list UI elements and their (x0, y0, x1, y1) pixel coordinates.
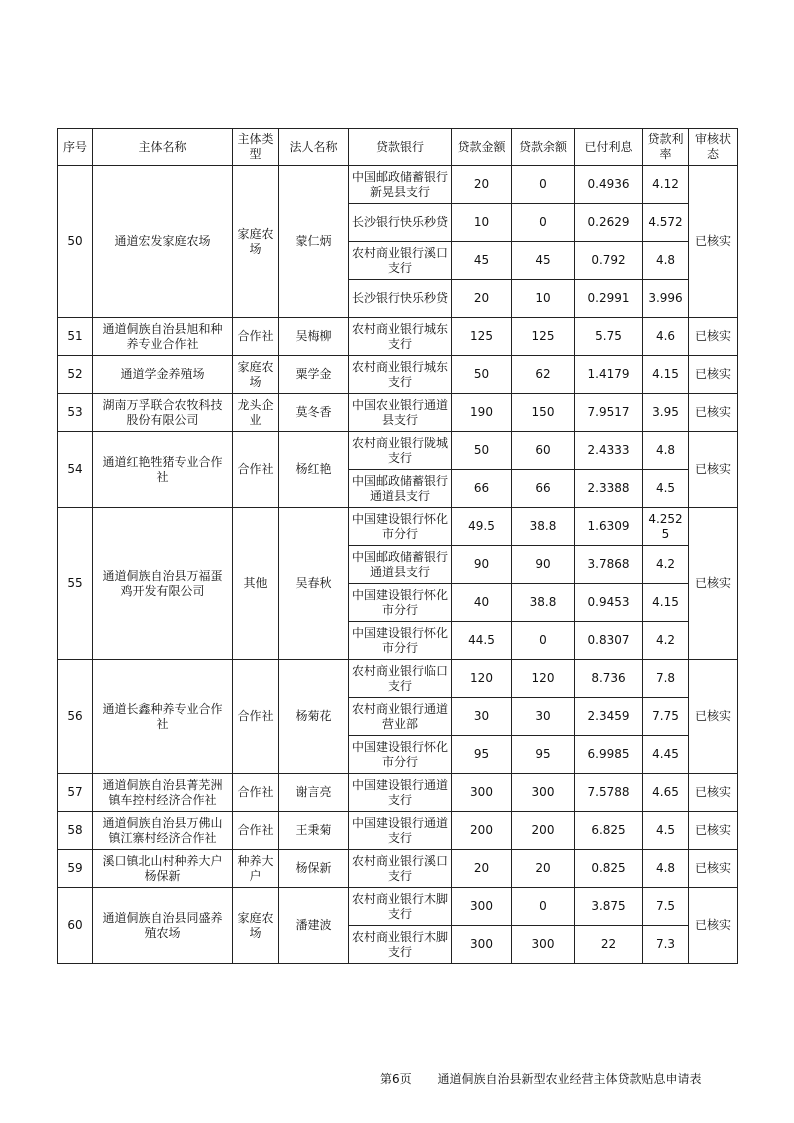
loan-amount: 300 (452, 926, 512, 964)
paid-interest: 7.5788 (575, 774, 643, 812)
loan-rate: 4.5 (643, 470, 689, 508)
row-number: 50 (58, 166, 93, 318)
loan-amount: 20 (452, 280, 512, 318)
loan-rate: 7.8 (643, 660, 689, 698)
paid-interest: 6.9985 (575, 736, 643, 774)
loan-amount: 50 (452, 356, 512, 394)
loan-rate: 4.8 (643, 432, 689, 470)
paid-interest: 3.875 (575, 888, 643, 926)
table-row (58, 850, 738, 888)
loan-amount: 10 (452, 204, 512, 242)
loan-balance: 125 (512, 318, 575, 356)
entity-name: 通道长鑫种养专业合作社 (93, 660, 233, 774)
loan-rate: 3.95 (643, 394, 689, 432)
header-balance: 贷款余额 (512, 129, 575, 166)
row-number: 59 (58, 850, 93, 888)
loan-balance: 0 (512, 166, 575, 204)
loan-balance: 300 (512, 926, 575, 964)
loan-rate: 7.3 (643, 926, 689, 964)
loan-bank: 长沙银行快乐秒贷 (349, 204, 452, 242)
row-number: 52 (58, 356, 93, 394)
paid-interest: 2.3459 (575, 698, 643, 736)
loan-amount: 30 (452, 698, 512, 736)
table-row (58, 394, 738, 432)
entity-name: 通道宏发家庭农场 (93, 166, 233, 318)
entity-type: 合作社 (233, 812, 279, 850)
legal-person: 谢言亮 (279, 774, 349, 812)
table-row (58, 318, 738, 356)
entity-type: 龙头企业 (233, 394, 279, 432)
paid-interest: 0.825 (575, 850, 643, 888)
table-row (58, 508, 738, 546)
legal-person: 莫冬香 (279, 394, 349, 432)
entity-type: 家庭农场 (233, 166, 279, 318)
entity-name: 溪口镇北山村种养大户杨保新 (93, 850, 233, 888)
loan-bank: 长沙银行快乐秒贷 (349, 280, 452, 318)
legal-person: 蒙仁炳 (279, 166, 349, 318)
loan-subsidy-table (57, 128, 738, 964)
loan-bank: 农村商业银行陇城支行 (349, 432, 452, 470)
row-number: 51 (58, 318, 93, 356)
loan-amount: 44.5 (452, 622, 512, 660)
legal-person: 杨保新 (279, 850, 349, 888)
loan-balance: 38.8 (512, 584, 575, 622)
loan-balance: 45 (512, 242, 575, 280)
review-status: 已核实 (689, 850, 738, 888)
loan-amount: 50 (452, 432, 512, 470)
loan-bank: 中国邮政储蓄银行通道县支行 (349, 470, 452, 508)
loan-balance: 0 (512, 204, 575, 242)
paid-interest: 7.9517 (575, 394, 643, 432)
loan-balance: 0 (512, 888, 575, 926)
loan-bank: 农村商业银行城东支行 (349, 318, 452, 356)
paid-interest: 0.792 (575, 242, 643, 280)
review-status: 已核实 (689, 774, 738, 812)
paid-interest: 0.2629 (575, 204, 643, 242)
loan-amount: 125 (452, 318, 512, 356)
row-number: 60 (58, 888, 93, 964)
loan-bank: 中国建设银行怀化市分行 (349, 622, 452, 660)
loan-rate: 4.45 (643, 736, 689, 774)
loan-bank: 农村商业银行临口支行 (349, 660, 452, 698)
review-status: 已核实 (689, 318, 738, 356)
loan-rate: 4.65 (643, 774, 689, 812)
paid-interest: 0.4936 (575, 166, 643, 204)
review-status: 已核实 (689, 356, 738, 394)
row-number: 55 (58, 508, 93, 660)
loan-balance: 0 (512, 622, 575, 660)
legal-person: 杨红艳 (279, 432, 349, 508)
loan-bank: 农村商业银行溪口支行 (349, 242, 452, 280)
paid-interest: 22 (575, 926, 643, 964)
entity-type: 合作社 (233, 774, 279, 812)
legal-person: 吴春秋 (279, 508, 349, 660)
loan-amount: 20 (452, 166, 512, 204)
header-interest: 已付利息 (575, 129, 643, 166)
entity-name: 通道侗族自治县同盛养殖农场 (93, 888, 233, 964)
entity-name: 通道红艳牲猪专业合作社 (93, 432, 233, 508)
paid-interest: 2.4333 (575, 432, 643, 470)
review-status: 已核实 (689, 660, 738, 774)
entity-name: 通道侗族自治县万佛山镇江寨村经济合作社 (93, 812, 233, 850)
loan-amount: 66 (452, 470, 512, 508)
table-header-row (58, 129, 738, 166)
loan-bank: 中国邮政储蓄银行通道县支行 (349, 546, 452, 584)
loan-rate: 7.75 (643, 698, 689, 736)
loan-bank: 中国建设银行怀化市分行 (349, 736, 452, 774)
loan-amount: 300 (452, 888, 512, 926)
loan-amount: 40 (452, 584, 512, 622)
paid-interest: 8.736 (575, 660, 643, 698)
loan-bank: 中国建设银行怀化市分行 (349, 584, 452, 622)
table-row (58, 812, 738, 850)
loan-balance: 95 (512, 736, 575, 774)
loan-bank: 中国建设银行通道支行 (349, 774, 452, 812)
loan-balance: 66 (512, 470, 575, 508)
entity-type: 其他 (233, 508, 279, 660)
row-number: 57 (58, 774, 93, 812)
loan-amount: 120 (452, 660, 512, 698)
loan-balance: 38.8 (512, 508, 575, 546)
loan-rate: 4.2 (643, 546, 689, 584)
loan-rate: 4.15 (643, 584, 689, 622)
loan-rate: 4.15 (643, 356, 689, 394)
paid-interest: 0.9453 (575, 584, 643, 622)
footer-page-number: 第6页 (380, 1072, 412, 1086)
entity-name: 通道学金养殖场 (93, 356, 233, 394)
loan-bank: 农村商业银行通道营业部 (349, 698, 452, 736)
loan-bank: 农村商业银行木脚支行 (349, 888, 452, 926)
loan-rate: 4.2 (643, 622, 689, 660)
loan-balance: 62 (512, 356, 575, 394)
entity-type: 家庭农场 (233, 356, 279, 394)
entity-type: 种养大户 (233, 850, 279, 888)
entity-name: 通道侗族自治县菁芜洲镇车控村经济合作社 (93, 774, 233, 812)
loan-balance: 300 (512, 774, 575, 812)
loan-rate: 4.572 (643, 204, 689, 242)
review-status: 已核实 (689, 888, 738, 964)
entity-name: 湖南万孚联合农牧科技股份有限公司 (93, 394, 233, 432)
page-footer (380, 1070, 701, 1087)
table-row (58, 660, 738, 698)
loan-balance: 30 (512, 698, 575, 736)
table-row (58, 774, 738, 812)
entity-name: 通道侗族自治县万福蛋鸡开发有限公司 (93, 508, 233, 660)
review-status: 已核实 (689, 508, 738, 660)
review-status: 已核实 (689, 166, 738, 318)
loan-bank: 中国建设银行通道支行 (349, 812, 452, 850)
row-number: 54 (58, 432, 93, 508)
review-status: 已核实 (689, 812, 738, 850)
loan-rate: 4.5 (643, 812, 689, 850)
table-row (58, 356, 738, 394)
loan-rate: 4.2525 (643, 508, 689, 546)
paid-interest: 6.825 (575, 812, 643, 850)
entity-type: 合作社 (233, 432, 279, 508)
header-amount: 贷款金额 (452, 129, 512, 166)
loan-bank: 中国农业银行通道县支行 (349, 394, 452, 432)
table-body (58, 166, 738, 964)
loan-bank: 农村商业银行溪口支行 (349, 850, 452, 888)
loan-bank: 中国邮政储蓄银行新晃县支行 (349, 166, 452, 204)
legal-person: 潘建波 (279, 888, 349, 964)
review-status: 已核实 (689, 432, 738, 508)
entity-type: 合作社 (233, 318, 279, 356)
header-rate: 贷款利率 (643, 129, 689, 166)
row-number: 58 (58, 812, 93, 850)
paid-interest: 0.2991 (575, 280, 643, 318)
legal-person: 杨菊花 (279, 660, 349, 774)
table-row (58, 888, 738, 926)
header-entity-type: 主体类型 (233, 129, 279, 166)
loan-rate: 4.6 (643, 318, 689, 356)
header-legal-person: 法人名称 (279, 129, 349, 166)
row-number: 56 (58, 660, 93, 774)
loan-rate: 4.8 (643, 242, 689, 280)
paid-interest: 1.4179 (575, 356, 643, 394)
loan-bank: 农村商业银行城东支行 (349, 356, 452, 394)
row-number: 53 (58, 394, 93, 432)
loan-amount: 20 (452, 850, 512, 888)
loan-amount: 90 (452, 546, 512, 584)
loan-amount: 95 (452, 736, 512, 774)
paid-interest: 3.7868 (575, 546, 643, 584)
loan-bank: 中国建设银行怀化市分行 (349, 508, 452, 546)
header-bank: 贷款银行 (349, 129, 452, 166)
loan-amount: 300 (452, 774, 512, 812)
table-row (58, 166, 738, 204)
loan-balance: 20 (512, 850, 575, 888)
loan-balance: 10 (512, 280, 575, 318)
loan-balance: 90 (512, 546, 575, 584)
loan-amount: 190 (452, 394, 512, 432)
loan-amount: 45 (452, 242, 512, 280)
paid-interest: 0.8307 (575, 622, 643, 660)
legal-person: 吴梅柳 (279, 318, 349, 356)
loan-rate: 4.8 (643, 850, 689, 888)
loan-balance: 60 (512, 432, 575, 470)
table-row (58, 432, 738, 470)
legal-person: 王秉菊 (279, 812, 349, 850)
loan-balance: 120 (512, 660, 575, 698)
paid-interest: 1.6309 (575, 508, 643, 546)
loan-bank: 农村商业银行木脚支行 (349, 926, 452, 964)
loan-rate: 7.5 (643, 888, 689, 926)
legal-person: 粟学金 (279, 356, 349, 394)
paid-interest: 2.3388 (575, 470, 643, 508)
paid-interest: 5.75 (575, 318, 643, 356)
loan-rate: 3.996 (643, 280, 689, 318)
footer-form-title: 通道侗族自治县新型农业经营主体贷款贴息申请表 (437, 1072, 702, 1086)
header-entity-name: 主体名称 (93, 129, 233, 166)
entity-name: 通道侗族自治县旭和种养专业合作社 (93, 318, 233, 356)
entity-type: 合作社 (233, 660, 279, 774)
entity-type: 家庭农场 (233, 888, 279, 964)
loan-balance: 200 (512, 812, 575, 850)
header-no: 序号 (58, 129, 93, 166)
loan-rate: 4.12 (643, 166, 689, 204)
loan-amount: 200 (452, 812, 512, 850)
review-status: 已核实 (689, 394, 738, 432)
header-status: 审核状态 (689, 129, 738, 166)
loan-balance: 150 (512, 394, 575, 432)
loan-amount: 49.5 (452, 508, 512, 546)
